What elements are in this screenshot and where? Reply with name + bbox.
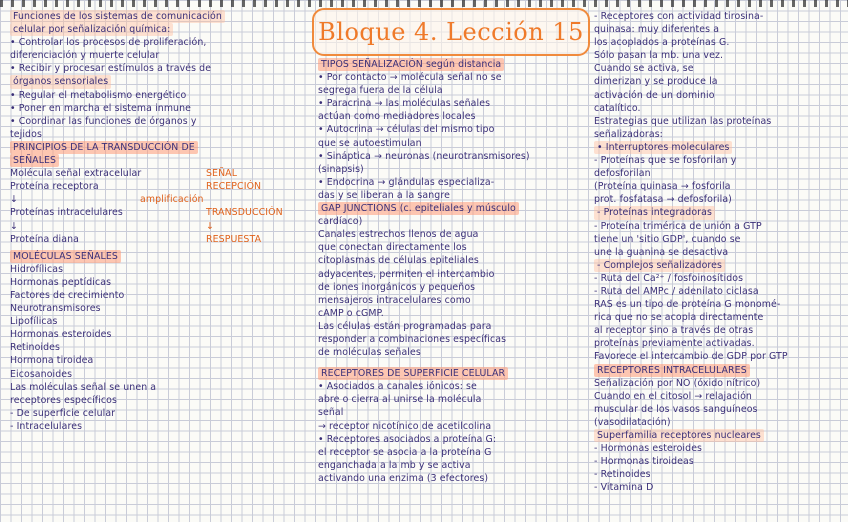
note-text: RECEPTORES INTRACELULARES: [594, 364, 750, 377]
receptors-section: [594, 10, 844, 494]
note-text: Estrategias que utilizan las proteínas: [594, 115, 772, 127]
note-line: [318, 176, 590, 189]
note-text: abre o cierra al unirse la molécula: [318, 394, 482, 406]
note-line: [318, 84, 590, 97]
note-text: enganchada a la mb y se activa: [318, 459, 471, 471]
note-text: TIPOS SEÑALIZACIÓN según distancia: [318, 58, 504, 71]
note-text: Superfamilia receptores nucleares: [594, 429, 764, 442]
note-line: [318, 268, 590, 281]
note-text: das y se liberan a la sangre: [318, 189, 450, 201]
note-line: [318, 241, 590, 254]
note-line: [10, 36, 296, 49]
note-line: [594, 272, 844, 285]
note-text: prot. fosfatasa → defosforila): [594, 194, 732, 206]
note-text: • Por contacto → molécula señal no se: [318, 72, 502, 84]
note-line: [318, 446, 590, 459]
note-line: [594, 429, 844, 442]
note-line: [10, 289, 296, 302]
note-line: [594, 468, 844, 481]
note-text: Hidrofílicas: [10, 263, 64, 275]
note-text: - Proteínas que se fosforilan y: [594, 155, 737, 167]
note-text: tiene un 'sitio GDP', cuando se: [594, 233, 741, 245]
note-text: SEÑALES: [10, 154, 59, 167]
note-line: [594, 23, 844, 36]
note-text: → receptor nicotínico de acetilcolina: [318, 420, 492, 432]
signal-molecules-section: [10, 250, 296, 433]
note-text: tejidos: [10, 128, 42, 140]
note-line: [594, 311, 844, 324]
note-text: - Vitamina D: [594, 482, 654, 494]
pathway-right: RECEPCIÓN: [206, 181, 262, 193]
note-text: de iones inorgánicos y pequeños: [318, 281, 476, 293]
note-line: [10, 154, 296, 167]
page-title: Bloque 4. Lección 15: [318, 18, 584, 46]
note-text: que se autoestimulan: [318, 137, 422, 149]
pathway-row: [10, 206, 296, 219]
note-line: [594, 442, 844, 455]
note-line: [594, 377, 844, 390]
pathway-left: Proteína receptora: [10, 181, 99, 193]
note-text: • Controlar los procesos de proliferación,: [10, 37, 207, 49]
note-line: [318, 97, 590, 110]
note-text: • Paracrina → las moléculas señales: [318, 98, 491, 110]
note-line: [318, 346, 590, 359]
note-line: [318, 228, 590, 241]
note-text: los acoplados a proteínas G.: [594, 37, 730, 49]
note-line: [594, 246, 844, 259]
note-line: [318, 123, 590, 136]
note-text: diferenciación y muerte celular: [10, 50, 160, 62]
note-line: [10, 263, 296, 276]
note-line: [10, 102, 296, 115]
column-left: [10, 10, 296, 433]
note-text: MOLÉCULAS SEÑALES: [10, 250, 121, 263]
note-text: adyacentes, permiten el intercambio: [318, 268, 495, 280]
note-line: [318, 215, 590, 228]
note-text: (Proteína quinasa → fosforila: [594, 181, 731, 193]
note-line: [594, 416, 844, 429]
note-line: [10, 302, 296, 315]
note-text: - Proteína trimérica de unión a GTP: [594, 220, 762, 232]
note-line: [318, 320, 590, 333]
note-text: Hormona tiroidea: [10, 355, 94, 367]
note-text: (vasodilatación): [594, 416, 671, 428]
note-text: Cuando se activa, se: [594, 63, 694, 75]
note-text: • Asociados a canales iónicos: se: [318, 381, 477, 393]
note-line: [10, 276, 296, 289]
note-line: [318, 472, 590, 485]
note-text: - Intracelulares: [10, 420, 83, 432]
note-line: [594, 364, 844, 377]
page-title-box: [312, 8, 590, 56]
note-text: - Retinoides: [594, 469, 651, 481]
note-line: [594, 115, 844, 128]
note-line: [318, 307, 590, 320]
note-line: [594, 49, 844, 62]
note-text: Retinoides: [10, 342, 61, 354]
pathway-row: [10, 180, 296, 193]
note-line: [10, 23, 296, 36]
note-line: [594, 193, 844, 206]
note-line: [10, 368, 296, 381]
note-text: Lipofílicas: [10, 316, 58, 328]
note-text: - Hormonas esteroides: [594, 443, 703, 455]
pathway-left: Proteína diana: [10, 233, 79, 245]
pathway-left: Proteínas intracelulares: [10, 207, 123, 219]
note-line: [318, 58, 590, 71]
note-text: celular por señalización química:: [10, 23, 173, 36]
note-line: [318, 333, 590, 346]
pathway-left: ↓: [10, 220, 18, 232]
note-text: - De superficie celular: [10, 407, 116, 419]
note-text: Cuando en el citosol → relajación: [594, 390, 752, 402]
note-text: • Regular el metabolismo energético: [10, 89, 187, 101]
note-line: [594, 390, 844, 403]
column-right: [594, 10, 844, 494]
note-text: actúan como mediadores locales: [318, 111, 476, 123]
note-line: [594, 298, 844, 311]
note-line: [594, 102, 844, 115]
note-line: [10, 75, 296, 88]
note-text: Favorece el intercambio de GDP por GTP: [594, 351, 788, 363]
note-text: de moléculas señales: [318, 347, 421, 359]
note-text: PRINCIPIOS DE LA TRANSDUCCIÓN DE: [10, 141, 198, 154]
note-text: RAS es un tipo de proteína G monomé-: [594, 299, 781, 311]
note-line: [318, 281, 590, 294]
functions-section: [10, 10, 296, 167]
pathway-row: [10, 220, 296, 233]
note-line: [594, 337, 844, 350]
note-line: [318, 359, 590, 367]
pathway-right: SEÑAL: [206, 168, 238, 180]
note-line: [594, 403, 844, 416]
note-text: - Hormonas tiroideas: [594, 456, 694, 468]
note-line: [10, 62, 296, 75]
note-text: el receptor se asocia a la proteína G: [318, 446, 492, 458]
note-text: Hormonas peptídicas: [10, 276, 112, 288]
note-text: Las células están programadas para: [318, 320, 492, 332]
note-line: [594, 141, 844, 154]
note-text: al receptor sino a través de otras: [594, 325, 754, 337]
note-line: [594, 259, 844, 272]
note-line: [594, 36, 844, 49]
note-text: proteínas previamente activadas.: [594, 338, 755, 350]
note-line: [594, 324, 844, 337]
note-line: [10, 141, 296, 154]
spiral-binding: [0, 0, 848, 7]
note-line: [318, 110, 590, 123]
note-line: [318, 254, 590, 267]
note-line: [10, 407, 296, 420]
note-text: cardíaco): [318, 216, 363, 228]
note-text: mensajeros intracelulares como: [318, 294, 471, 306]
note-text: dimerizan y se produce la: [594, 76, 718, 88]
note-line: [594, 154, 844, 167]
pathway-mid: amplificación: [140, 194, 204, 206]
note-line: [318, 137, 590, 150]
note-text: - Proteínas integradoras: [594, 206, 715, 219]
note-line: [594, 206, 844, 219]
pathway-left: ↓: [10, 194, 18, 206]
note-text: - Ruta del AMPc / adenilato ciclasa: [594, 285, 759, 297]
signaling-types-section: [318, 58, 590, 485]
note-line: [10, 49, 296, 62]
note-line: [318, 406, 590, 419]
note-text: Señalización por NO (óxido nítrico): [594, 377, 761, 389]
note-text: responder a combinaciones específicas: [318, 333, 507, 345]
pathway-row: [10, 167, 296, 180]
note-line: [318, 433, 590, 446]
note-line: [318, 71, 590, 84]
note-text: • Poner en marcha el sistema inmune: [10, 102, 192, 114]
note-line: [10, 394, 296, 407]
note-line: [318, 393, 590, 406]
note-line: [594, 180, 844, 193]
note-line: [594, 481, 844, 494]
note-line: [594, 220, 844, 233]
note-line: [318, 380, 590, 393]
note-text: • Interruptores moleculares: [594, 141, 732, 154]
note-line: [594, 285, 844, 298]
note-line: [594, 233, 844, 246]
note-line: [10, 341, 296, 354]
note-text: • Recibir y procesar estímulos a través de: [10, 63, 212, 75]
note-text: muscular de los vasos sanguíneos: [594, 403, 758, 415]
note-text: GAP JUNCTIONS (c. epiteliales y músculo: [318, 202, 519, 215]
note-text: defosforilan: [594, 168, 651, 180]
note-text: señalizadoras:: [594, 128, 663, 140]
transduction-pathway: [10, 167, 296, 246]
note-line: [318, 189, 590, 202]
pathway-right: TRANSDUCCIÓN: [206, 207, 283, 219]
note-line: [594, 89, 844, 102]
note-text: quinasa: muy diferentes a: [594, 24, 720, 36]
note-text: Eicosanoides: [10, 368, 73, 380]
note-line: [594, 128, 844, 141]
note-text: Neurotransmisores: [10, 303, 101, 315]
note-text: órganos sensoriales: [10, 75, 111, 88]
note-text: • Sináptica → neuronas (neurotransmisores): [318, 150, 530, 162]
pathway-row: [10, 193, 296, 206]
note-line: [10, 89, 296, 102]
note-line: [594, 75, 844, 88]
note-text: citoplasmas de células epiteliales: [318, 255, 479, 267]
note-line: [10, 250, 296, 263]
note-line: [10, 381, 296, 394]
note-text: señal: [318, 407, 344, 419]
note-line: [10, 354, 296, 367]
note-text: • Receptores asociados a proteína G:: [318, 433, 497, 445]
note-line: [594, 167, 844, 180]
note-text: Sólo pasan la mb. una vez.: [594, 50, 724, 62]
note-line: [594, 350, 844, 363]
note-line: [318, 459, 590, 472]
note-line: [318, 367, 590, 380]
pathway-right: RESPUESTA: [206, 233, 262, 245]
note-line: [10, 115, 296, 128]
note-line: [10, 420, 296, 433]
note-text: - Complejos señalizadores: [594, 259, 725, 272]
pathway-right: ↓: [206, 220, 214, 232]
note-line: [10, 315, 296, 328]
note-text: cAMP o cGMP.: [318, 307, 384, 319]
note-text: activando una enzima (3 efectores): [318, 472, 489, 484]
note-text: segrega fuera de la célula: [318, 85, 443, 97]
note-text: Factores de crecimiento: [10, 289, 125, 301]
note-line: [318, 294, 590, 307]
column-middle: [318, 58, 590, 485]
note-text: Canales estrechos llenos de agua: [318, 229, 479, 241]
note-text: rica que no se acopla directamente: [594, 312, 764, 324]
note-line: [318, 150, 590, 163]
note-line: [318, 420, 590, 433]
note-line: [594, 455, 844, 468]
note-text: une la guanina se desactiva: [594, 246, 729, 258]
note-text: Funciones de los sistemas de comunicación: [10, 10, 225, 23]
note-text: - Ruta del Ca²⁺ / fosfoinosítidos: [594, 272, 744, 284]
note-line: [10, 328, 296, 341]
note-line: [318, 202, 590, 215]
note-text: Las moléculas señal se unen a: [10, 381, 157, 393]
note-text: receptores específicos: [10, 394, 117, 406]
note-text: que conectan directamente los: [318, 242, 467, 254]
note-text: catalítico.: [594, 102, 641, 114]
note-text: (sinapsis): [318, 163, 364, 175]
pathway-left: Molécula señal extracelular: [10, 168, 142, 180]
note-line: [10, 10, 296, 23]
note-text: • Endocrina → glándulas especializa-: [318, 176, 495, 188]
note-text: RECEPTORES DE SUPERFICIE CELULAR: [318, 367, 508, 380]
pathway-row: [10, 233, 296, 246]
note-line: [10, 128, 296, 141]
note-line: [594, 62, 844, 75]
note-text: - Receptores con actividad tirosina-: [594, 11, 764, 22]
note-line: [318, 163, 590, 176]
note-text: • Coordinar las funciones de órganos y: [10, 115, 197, 127]
note-text: • Autocrina → células del mismo tipo: [318, 124, 495, 136]
note-text: Hormonas esteroides: [10, 329, 112, 341]
note-line: [594, 10, 844, 23]
note-text: activación de un dominio: [594, 89, 715, 101]
